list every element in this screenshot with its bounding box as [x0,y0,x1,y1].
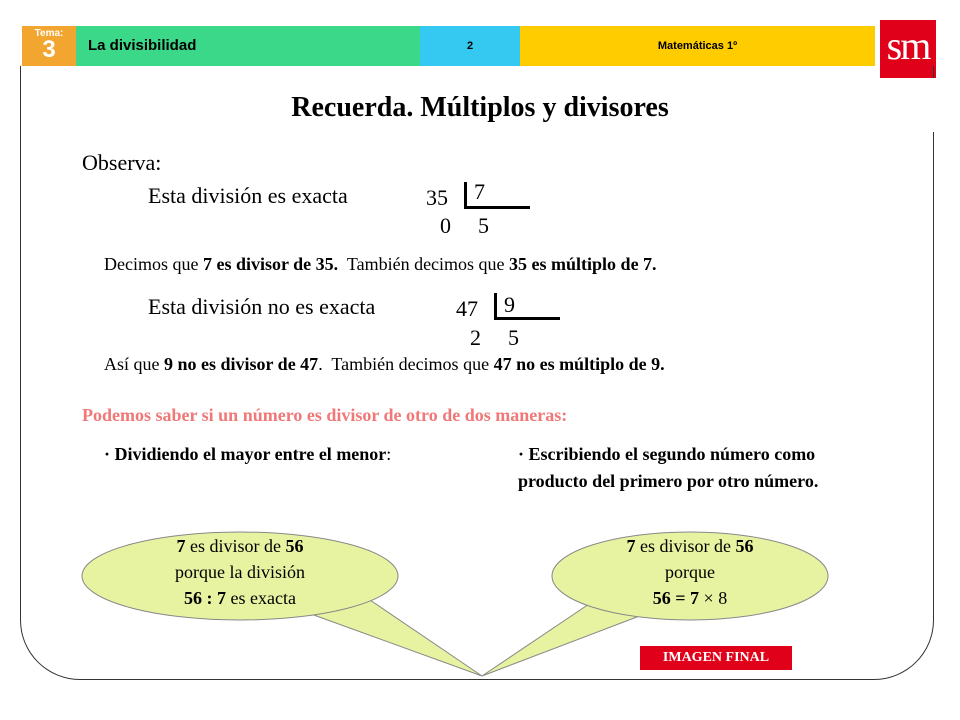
inexact-division-label: Esta división no es exacta [148,294,376,319]
text-part: es divisor de [185,536,286,556]
tema-number: 3 [42,36,56,63]
inexact-dividend: 47 [456,296,478,321]
exact-quotient: 5 [478,213,489,238]
unit-title: La divisibilidad [76,26,420,66]
exact-division-label: Esta división es exacta [148,183,348,208]
text-part: : [386,444,392,464]
text-part: Así que [104,354,164,374]
bold-part: 56 : 7 [184,588,227,608]
exact-dividend: 35 [426,185,448,210]
left-bubble-text [90,533,390,611]
inexact-quotient: 5 [508,325,519,350]
bold-part: 56 [285,536,304,556]
page-title: Recuerda. Múltiplos y divisores [291,92,669,123]
bold-part: 7 es divisor de 35. [202,254,339,274]
text-part: × 8 [699,588,728,608]
right-bubble-line2: porque [665,562,715,582]
text-part: Decimos que [104,254,203,274]
bold-part: 7 [626,536,636,556]
bold-part: 56 = 7 [652,588,700,608]
page-number: 2 [420,26,520,66]
left-bubble-line1 [90,533,390,559]
exact-remainder: 0 [440,213,451,238]
exact-divisor: 7 [474,179,485,204]
bold-part: · Dividiendo el mayor entre el menor [104,444,387,464]
inexact-remainder: 2 [470,325,481,350]
bold-part: 35 es múltiplo de 7. [509,254,657,274]
right-bubble-line1 [560,533,820,559]
observa-label: Observa: [82,150,162,175]
bold-part: 7 [176,536,186,556]
text-part: es exacta [226,588,296,608]
sm-logo: sm [880,20,936,78]
bold-part: 47 no es múltiplo de 9. [493,354,665,374]
way-product: · Escribiendo el segundo número como producto del primero por otro número. [518,444,819,491]
text-part: . También decimos que [318,354,494,374]
tema-label: Tema: [34,28,64,39]
text-part: es divisor de [635,536,736,556]
left-bubble-line2: porque la división [175,562,305,582]
bold-part: 56 [735,536,754,556]
text-part: También decimos que [338,254,510,274]
right-bubble-line3 [560,585,820,611]
ways-heading: Podemos saber si un número es divisor de otro de dos maneras: [82,405,568,425]
subject-label: Matemáticas 1º [520,26,875,66]
left-bubble-line3 [90,585,390,611]
bold-part: 9 no es divisor de 47 [164,354,319,374]
right-bubble-text [560,533,820,611]
inexact-divisor: 9 [504,292,515,317]
image-final-button[interactable]: IMAGEN FINAL [640,646,792,670]
